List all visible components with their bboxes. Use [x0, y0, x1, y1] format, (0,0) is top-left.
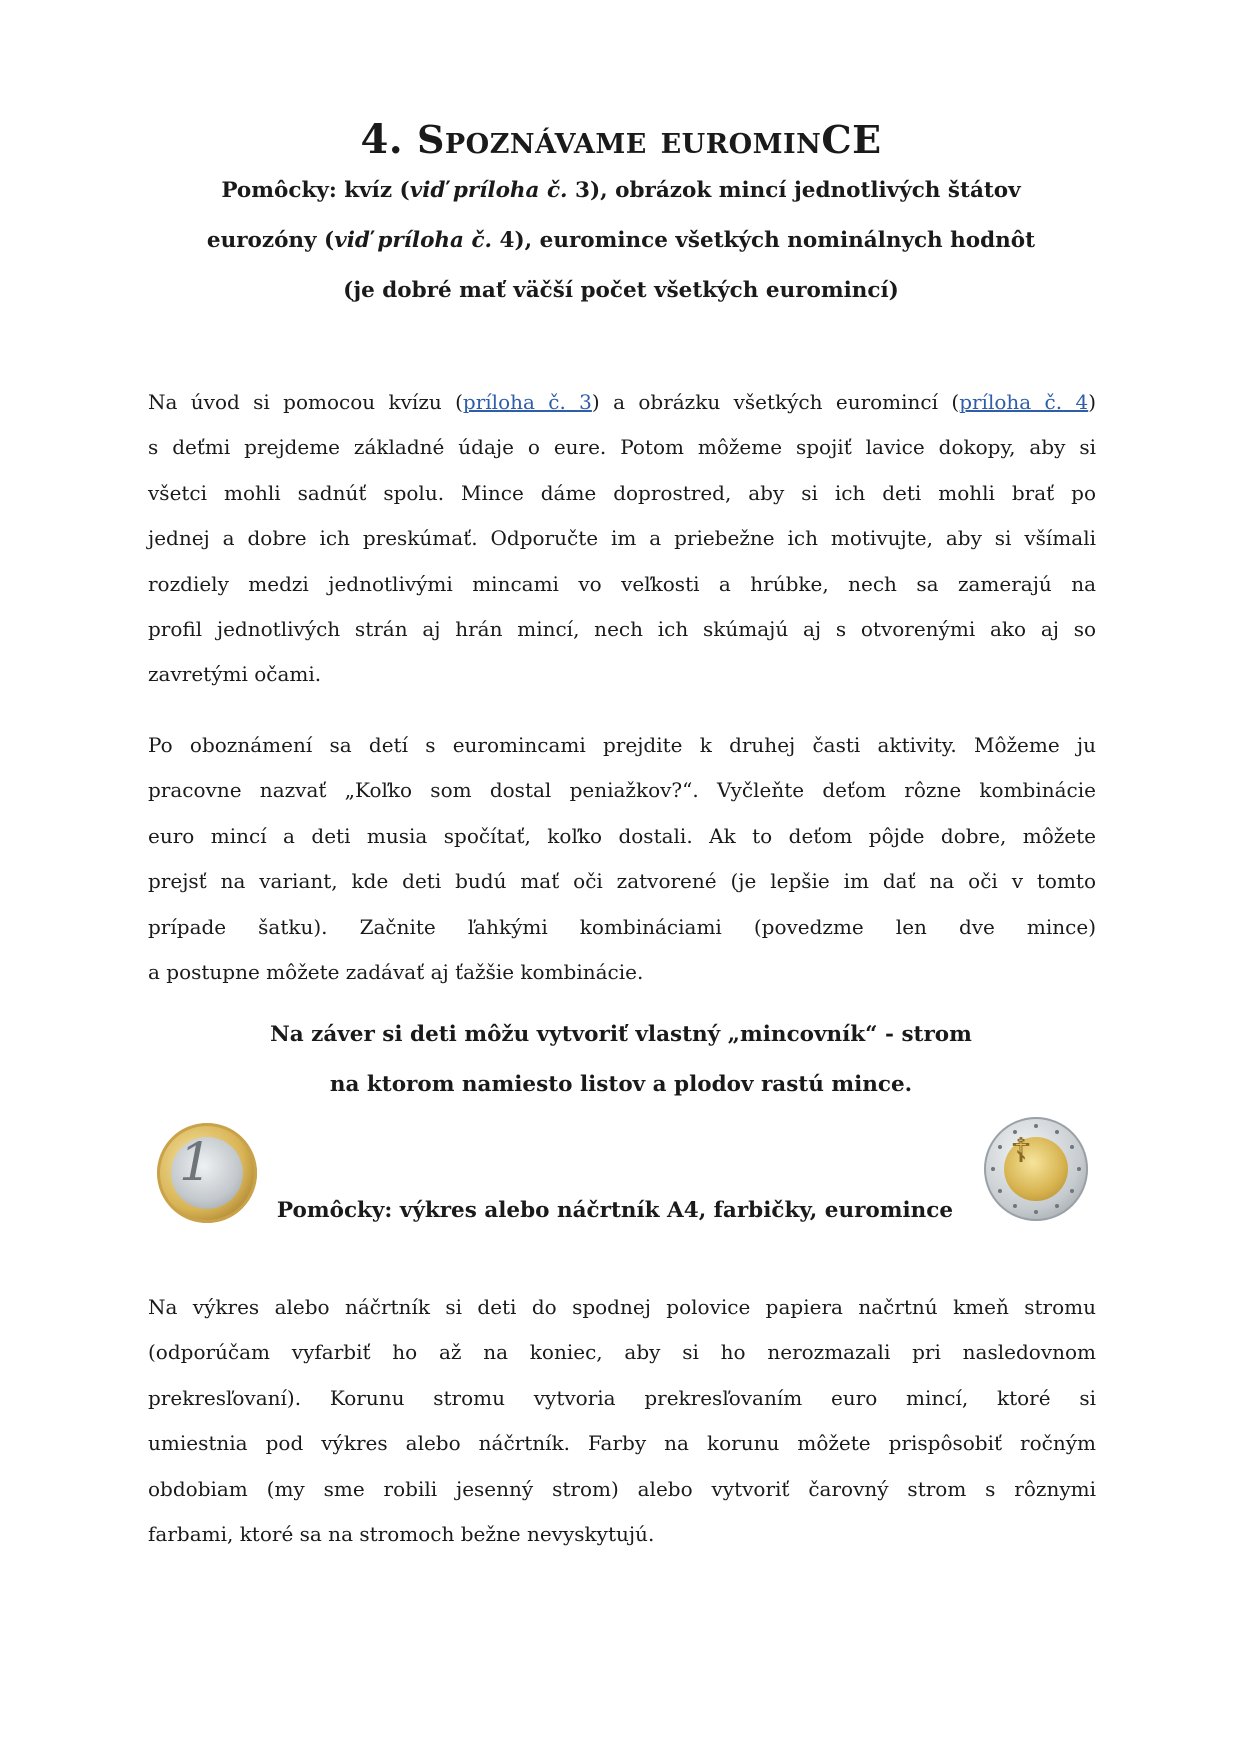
paragraph-line: prejsť na variant, kde deti budú mať oči zatvorené (je lepšie im dať na oči v tomto	[148, 869, 1096, 894]
paragraph-line: prekresľovaní). Korunu stromu vytvoria prekresľovaním euro mincí, ktoré si	[148, 1385, 1096, 1410]
paragraph-line: pracovne nazvať „Koľko som dostal peniažkov?“. Vyčleňte deťom rôzne kombinácie	[148, 778, 1096, 803]
paragraph-line: a postupne môžete zadávať aj ťažšie kombinácie.	[148, 960, 644, 985]
paragraph-line: rozdiely medzi jednotlivými mincami vo veľkosti a hrúbke, nech sa zamerajú na	[148, 571, 1096, 596]
paragraph-line: obdobiam (my sme robili jesenný strom) alebo vytvoriť čarovný strom s rôznymi	[148, 1476, 1096, 1501]
coin-label: 1	[179, 1133, 213, 1193]
page-title	[0, 116, 1242, 163]
aids-line-2	[140, 228, 1102, 253]
paragraph-line: zavretými očami.	[148, 662, 322, 687]
paragraph-line: prípade šatku). Začnite ľahkými kombináciami (povedzme len dve mince)	[148, 914, 1096, 939]
title-text: Spoznávame eurominCE	[416, 117, 882, 162]
link-priloha-4[interactable]: príloha č. 4	[959, 390, 1089, 414]
aids-drawing-line: Pomôcky: výkres alebo náčrtník A4, farbičky, euromince	[276, 1198, 954, 1223]
title-number: 4.	[360, 116, 404, 163]
paragraph-line: všetci mohli sadnúť spolu. Mince dáme doprostred, aby si ich deti mohli brať po	[148, 480, 1096, 505]
link-priloha-3[interactable]: príloha č. 3	[462, 390, 592, 414]
aids-line-1	[140, 178, 1102, 203]
paragraph-line: Po oboznámení sa detí s euromincami prejdite k druhej časti aktivity. Môžeme ju	[148, 733, 1096, 757]
paragraph-line: (odporúčam vyfarbiť ho až na koniec, aby si ho nerozmazali pri nasledovnom	[148, 1340, 1096, 1365]
closing-line-2: na ktorom namiesto listov a plodov rastú mince.	[329, 1072, 913, 1097]
paragraph-drawing	[148, 1285, 1096, 1557]
paragraph-line: s deťmi prejdeme základné údaje o eure. Potom môžeme spojiť lavice dokopy, aby si	[148, 435, 1096, 460]
aids-text: 4), euromince všetkých nominálnych hodnôt	[492, 228, 1036, 253]
double-cross-icon: ☦	[1010, 1131, 1033, 1171]
paragraph-line: farbami, ktoré sa na stromoch bežne nevyskytujú.	[148, 1522, 655, 1547]
paragraph-line: umiestnia pod výkres alebo náčrtník. Farby na korunu môžete prispôsobiť ročným	[148, 1431, 1096, 1456]
two-euro-coin-image	[984, 1117, 1088, 1221]
paragraph-line: euro mincí a deti musia spočítať, koľko dostali. Ak to deťom pôjde dobre, môžete	[148, 823, 1096, 848]
paragraph-line: Na výkres alebo náčrtník si deti do spodnej polovice papiera načrtnú kmeň stromu	[148, 1295, 1096, 1319]
paragraph-intro	[148, 380, 1096, 698]
one-euro-coin-image	[157, 1123, 257, 1223]
paragraph-line: Na úvod si pomocou kvízu (príloha č. 3) a obrázku všetkých euromincí (príloha č. 4)	[148, 390, 1096, 414]
aids-text: eurozóny (	[206, 228, 335, 253]
paragraph-line: profil jednotlivých strán aj hrán mincí, nech ich skúmajú aj s otvorenými ako aj so	[148, 617, 1096, 642]
aids-text: Pomôcky: kvíz (	[221, 178, 410, 203]
aids-text: 3), obrázok mincí jednotlivých štátov	[567, 178, 1021, 203]
aids-italic: viď príloha č.	[334, 228, 493, 253]
paragraph-line: jednej a dobre ich preskúmať. Odporučte im a priebežne ich motivujte, aby si všímali	[148, 526, 1096, 551]
aids-line-3: (je dobré mať väčší počet všetkých euromincí)	[343, 278, 899, 303]
paragraph-activity	[148, 723, 1096, 995]
closing-line-1: Na záver si deti môžu vytvoriť vlastný „mincovník“ - strom	[270, 1022, 972, 1047]
aids-italic: viď príloha č.	[409, 178, 568, 203]
